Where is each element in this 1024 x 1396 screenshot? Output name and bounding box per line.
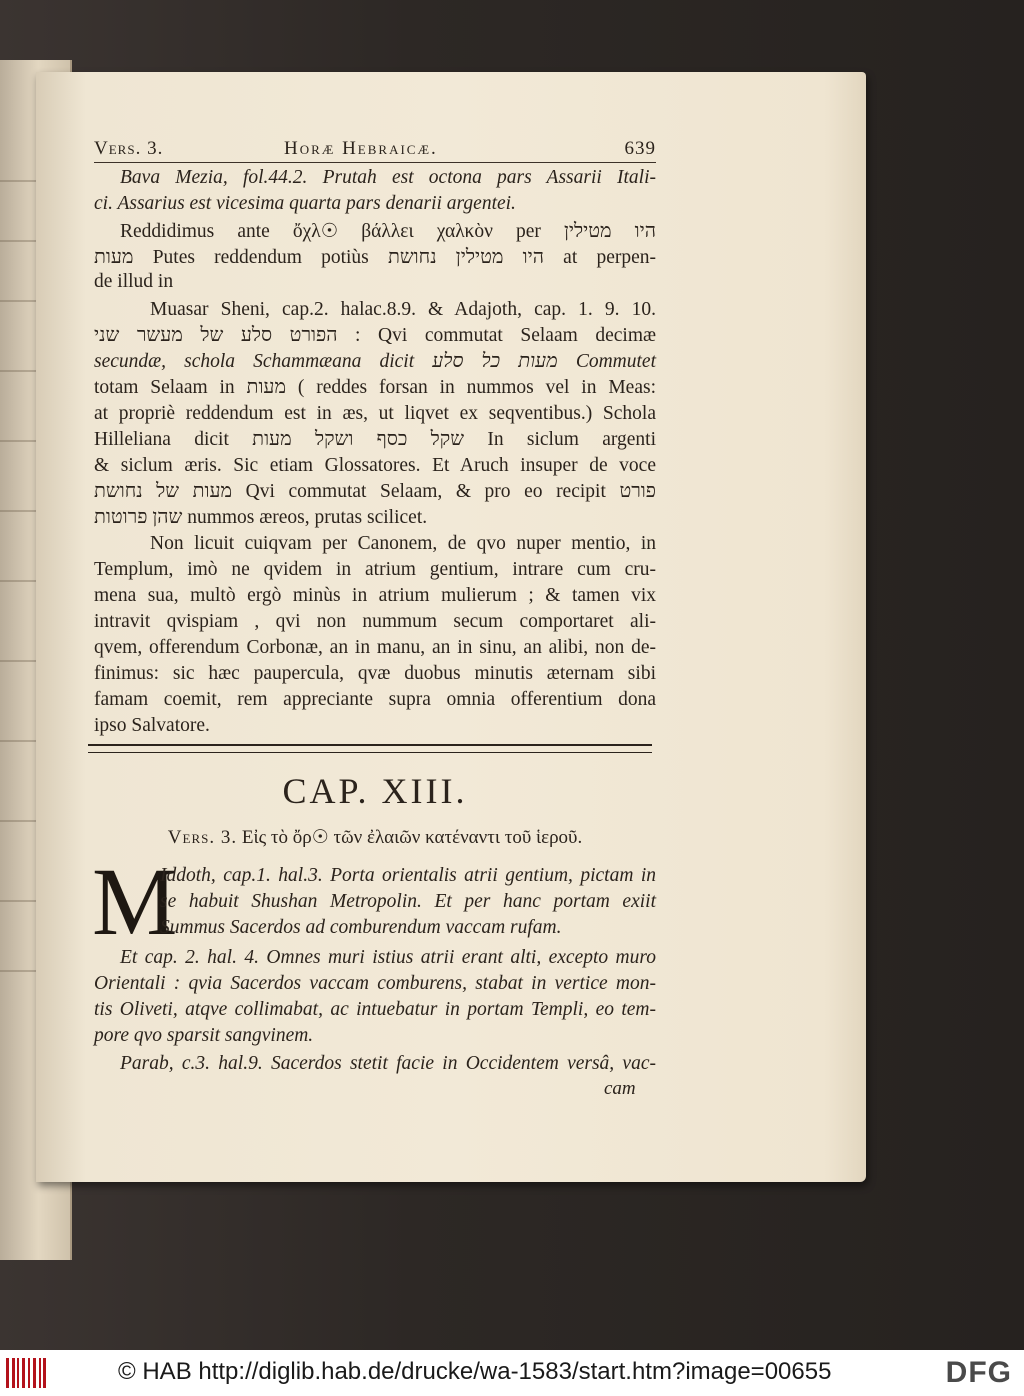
text-line: הפורט סלע של מעשר שני : Qvi commutat Selaam decimæ	[94, 325, 656, 346]
hab-barcode-logo	[6, 1358, 46, 1388]
running-head-title: Horæ Hebraicæ.	[284, 138, 438, 159]
drop-capital: M	[92, 848, 178, 955]
footer-bar	[0, 1350, 1024, 1396]
section-divider	[88, 744, 652, 753]
page-number: 639	[624, 138, 656, 159]
text-line: pore qvo sparsit sangvinem.	[94, 1025, 314, 1046]
text-line: & siclum æris. Sic etiam Glossatores. Et Aruch insuper de voce	[94, 455, 656, 476]
text-line: de illud in	[94, 271, 174, 292]
text-line: Parab, c.3. hal.9. Sacerdos stetit facie in Occidentem versâ, vac-	[120, 1053, 656, 1074]
text-line: Bava Mezia, fol.44.2. Prutah est octona pars Assarii Itali-	[120, 167, 656, 188]
verse-label: Vers. 3.	[167, 827, 238, 848]
text-line: Et cap. 2. hal. 4. Omnes muri istius atrii erant alti, excepto muro	[120, 947, 656, 968]
running-head	[94, 134, 656, 162]
text-line: mena sua, multò ergò minùs in atrium mulierum ; & tamen vix	[94, 585, 656, 606]
text-line: מעות של נחושת Qvi commutat Selaam, & pro eo recipit פורט	[94, 481, 656, 502]
verse-greek: Εἰς τὸ ὄρ☉ τῶν ἐλαιῶν κατέναντι τοῦ ἱεροῦ.	[241, 827, 583, 848]
text-line: totam Selaam in מעות ( reddes forsan in nummos vel in Meas:	[94, 377, 656, 398]
text-line: Reddidimus ante ὄχλ☉ βάλλει χαλκὸν per היו מטילין	[120, 221, 656, 242]
text-line: ci. Assarius est vicesima quarta pars denarii argentei.	[94, 193, 516, 214]
text-line: Hilleliana dicit שקל כסף ושקל מעות In siclum argenti	[94, 429, 656, 450]
text-line: famam coemit, rem appreciante supra omnia offerentium dona	[94, 689, 656, 710]
text-line: se habuit Shushan Metropolin. Et per hanc portam exiit	[160, 891, 656, 912]
text-line: Iddoth, cap.1. hal.3. Porta orientalis atrii gentium, pictam in	[160, 865, 656, 886]
text-line: finimus: sic hæc paupercula, qvæ duobus minutis æternam sibi	[94, 663, 656, 684]
verse-heading	[94, 826, 656, 849]
text-line: secundæ, schola Schammæana dicit מעות כל סלע Commutet	[94, 351, 656, 372]
text-line: Summus Sacerdos ad comburendum vaccam rufam.	[160, 917, 562, 938]
header-rule	[94, 162, 656, 163]
copyright-credit[interactable]: © HAB http://diglib.hab.de/drucke/wa-1583/start.htm?image=00655	[118, 1358, 832, 1385]
dfg-logo: DFG	[945, 1356, 1012, 1389]
running-head-left: Vers. 3.	[94, 138, 164, 159]
text-line: ipso Salvatore.	[94, 715, 210, 736]
text-line: qvem, offerendum Corbonæ, an in manu, an in sinu, an alibi, non de-	[94, 637, 656, 658]
chapter-title: CAP. XIII.	[282, 771, 468, 811]
text-line: Non licuit cuiqvam per Canonem, de qvo nuper mentio, in	[150, 533, 656, 554]
text-line: Muasar Sheni, cap.2. halac.8.9. & Adajoth, cap. 1. 9. 10.	[150, 299, 656, 320]
text-line: Templum, imò ne qvidem in atrium gentium, intrare cum cru-	[94, 559, 656, 580]
text-line: intravit qvispiam , qvi non nummum secum comportaret ali-	[94, 611, 656, 632]
text-line: מעות Putes reddendum potiùs היו מטילין נחושת at perpen-	[94, 247, 656, 268]
catchword: cam	[604, 1078, 636, 1099]
text-line: at propriè reddendum est in æs, ut liqvet ex seqventibus.) Schola	[94, 403, 656, 424]
text-line: שהן פרוטות nummos æreos, prutas scilicet.	[94, 507, 428, 528]
text-line: tis Oliveti, atqve collimabat, ac intuebatur in portam Templi, eo tem-	[94, 999, 656, 1020]
text-line: Orientali : qvia Sacerdos vaccam comburens, stabat in vertice mon-	[94, 973, 656, 994]
